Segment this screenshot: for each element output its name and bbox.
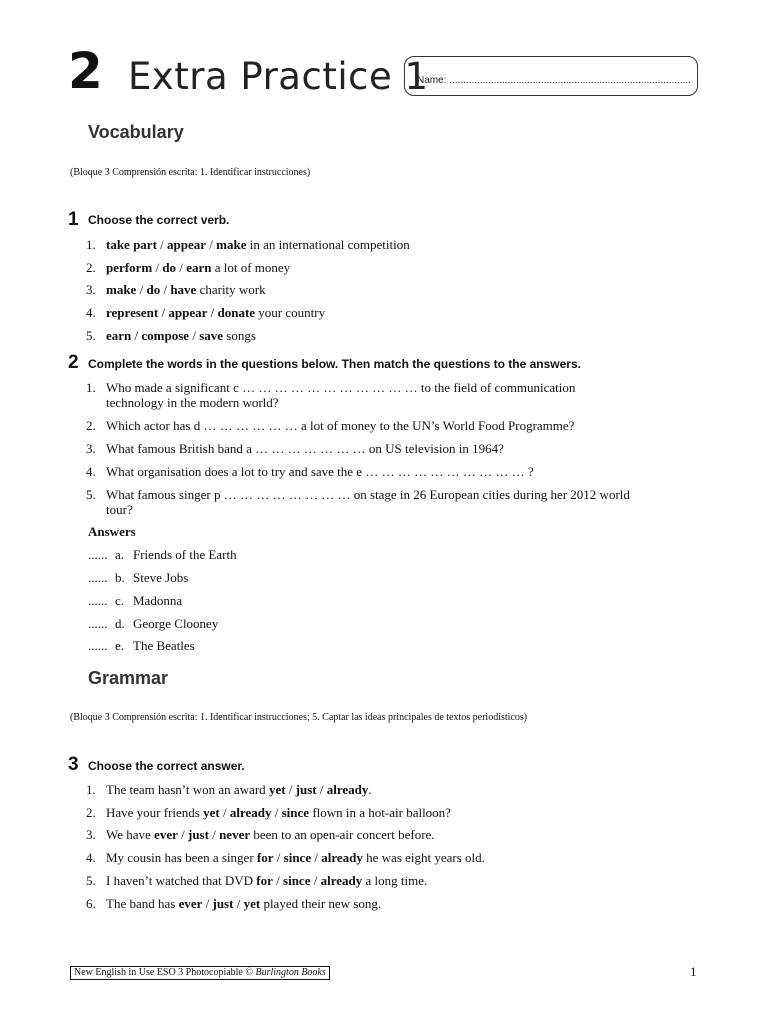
option[interactable]: just: [295, 782, 317, 797]
exercise-2-question: [86, 464, 636, 479]
item-text: The band has: [106, 896, 179, 911]
exercise-3-instruction: Choose the correct answer.: [88, 759, 245, 773]
option[interactable]: yet: [203, 805, 220, 820]
answer-text: Friends of the Earth: [133, 547, 237, 562]
option[interactable]: appear: [167, 237, 207, 252]
item-text: a lot of money: [211, 260, 291, 275]
separator: /: [177, 827, 188, 842]
separator: /: [160, 282, 171, 297]
item-number: 4.: [86, 305, 96, 320]
answer-text: Madonna: [133, 593, 183, 608]
separator: /: [131, 328, 142, 343]
exercise-3-item: [86, 827, 636, 842]
question-text: What famous singer p … … … … … … … … on stage in 26 European cities during her 2012 world tour?: [106, 487, 630, 517]
question-text: What organisation does a lot to try and save the e … … … … … … … … … … ?: [106, 464, 534, 479]
option[interactable]: take part: [106, 237, 157, 252]
answer-text: The Beatles: [133, 638, 195, 653]
option[interactable]: for: [256, 873, 273, 888]
item-number: 4.: [86, 464, 96, 479]
question-text: What famous British band a … … … … … … … on US television in 1964?: [106, 441, 504, 456]
exercise-2-question: [86, 418, 636, 433]
answers-heading: Answers: [88, 524, 136, 539]
option[interactable]: already: [229, 805, 272, 820]
question-text: Who made a significant c … … … … … … … … … … … to the field of communication technology in the modern world?: [106, 380, 576, 410]
exercise-1-number: 1: [68, 209, 79, 230]
page-title: Extra Practice 1: [128, 55, 429, 98]
option[interactable]: appear: [168, 305, 208, 320]
option[interactable]: yet: [243, 896, 261, 911]
answer-letter: c.: [115, 593, 125, 608]
item-number: 2.: [86, 805, 96, 820]
answer-blank[interactable]: ......: [88, 570, 108, 585]
answer-row: [88, 570, 188, 585]
answer-letter: a.: [115, 547, 125, 562]
item-number: 3.: [86, 441, 96, 456]
item-number: 5.: [86, 873, 96, 888]
unit-number: 2: [68, 42, 103, 100]
option[interactable]: save: [199, 328, 224, 343]
exercise-1-item: [86, 282, 636, 297]
option[interactable]: for: [256, 850, 274, 865]
separator: /: [158, 305, 169, 320]
option[interactable]: never: [219, 827, 251, 842]
option[interactable]: ever: [154, 827, 178, 842]
answer-blank[interactable]: ......: [88, 547, 108, 562]
separator: /: [156, 237, 168, 252]
item-text: I haven’t watched that DVD: [106, 873, 257, 888]
answer-row: [88, 593, 182, 608]
grammar-heading: Grammar: [88, 668, 169, 688]
item-number: 6.: [86, 896, 96, 911]
option[interactable]: make: [216, 237, 247, 252]
option[interactable]: donate: [217, 305, 256, 320]
footer-text: New English in Use ESO 3 Photocopiable ©: [74, 967, 256, 978]
separator: /: [233, 896, 244, 911]
grammar-bloque-note: (Bloque 3 Comprensión escrita: 1. Identificar instrucciones; 5. Captar las ideas principales de textos periodísticos): [70, 712, 528, 723]
item-number: 4.: [86, 850, 96, 865]
item-number: 1.: [86, 380, 96, 395]
option[interactable]: have: [170, 282, 197, 297]
separator: /: [152, 260, 163, 275]
item-number: 1.: [86, 782, 96, 797]
separator: /: [219, 805, 230, 820]
exercise-1-item: [86, 237, 636, 252]
answer-blank[interactable]: ......: [88, 638, 108, 653]
item-text: The team hasn’t won an award: [106, 782, 269, 797]
option[interactable]: just: [187, 827, 209, 842]
option[interactable]: since: [283, 850, 312, 865]
item-text: flown in a hot-air balloon?: [309, 805, 451, 820]
item-text: My cousin has been a singer: [106, 850, 257, 865]
answer-row: [88, 547, 237, 562]
separator: /: [285, 782, 296, 797]
item-text: a long time.: [362, 873, 428, 888]
item-text: .: [368, 782, 372, 797]
option[interactable]: make: [106, 282, 137, 297]
option[interactable]: already: [320, 873, 363, 888]
item-number: 5.: [86, 328, 96, 343]
item-text: he was eight years old.: [362, 850, 485, 865]
exercise-1-item: [86, 328, 636, 343]
exercise-1-instruction: Choose the correct verb.: [88, 213, 230, 227]
option[interactable]: since: [281, 805, 310, 820]
item-text: been to an open-air concert before.: [250, 827, 435, 842]
option[interactable]: ever: [178, 896, 203, 911]
exercise-2-question: [86, 380, 636, 410]
option[interactable]: represent: [106, 305, 159, 320]
item-text: Have your friends: [106, 805, 204, 820]
option[interactable]: already: [321, 850, 363, 865]
separator: /: [202, 896, 213, 911]
option[interactable]: yet: [268, 782, 286, 797]
footer-copyright: [70, 966, 330, 980]
exercise-2-question: [86, 441, 636, 456]
separator: /: [271, 805, 282, 820]
answer-letter: d.: [115, 616, 125, 631]
separator: /: [310, 873, 321, 888]
separator: /: [208, 827, 220, 842]
item-text: your country: [255, 305, 326, 320]
separator: /: [207, 305, 218, 320]
exercise-3-item: [86, 873, 636, 888]
item-text: charity work: [196, 282, 266, 297]
option[interactable]: perform: [106, 260, 153, 275]
separator: /: [189, 328, 200, 343]
exercise-2-instruction: Complete the words in the questions below. Then match the questions to the answers.: [88, 357, 581, 371]
separator: /: [272, 873, 284, 888]
separator: /: [176, 260, 187, 275]
name-field[interactable]: [404, 56, 698, 96]
item-number: 3.: [86, 827, 96, 842]
answer-blank[interactable]: ......: [88, 593, 108, 608]
item-text: We have: [106, 827, 155, 842]
exercise-1-item: [86, 260, 636, 275]
exercise-3-item: [86, 782, 636, 797]
vocabulary-bloque-note: (Bloque 3 Comprensión escrita: 1. Identificar instrucciones): [70, 167, 311, 178]
option[interactable]: since: [283, 873, 311, 888]
item-number: 2.: [86, 418, 96, 433]
exercise-3-number: 3: [68, 754, 79, 775]
item-number: 2.: [86, 260, 96, 275]
name-label: Name: .......................................................................................: [417, 75, 691, 86]
option[interactable]: do: [162, 260, 177, 275]
option[interactable]: already: [326, 782, 369, 797]
separator: /: [206, 237, 217, 252]
vocabulary-heading: Vocabulary: [88, 122, 184, 142]
item-number: 1.: [86, 237, 96, 252]
option[interactable]: compose: [141, 328, 190, 343]
separator: /: [316, 782, 327, 797]
exercise-1-item: [86, 305, 636, 320]
item-text: played their new song.: [260, 896, 382, 911]
answer-row: [88, 616, 218, 631]
separator: /: [273, 850, 284, 865]
answer-letter: b.: [115, 570, 125, 585]
separator: /: [136, 282, 147, 297]
option[interactable]: earn: [186, 260, 212, 275]
answer-text: George Clooney: [133, 616, 219, 631]
item-text: in an international competition: [246, 237, 410, 252]
exercise-2-number: 2: [68, 352, 79, 373]
page-number: 1: [690, 964, 697, 979]
answer-row: [88, 638, 195, 653]
exercise-3-item: [86, 896, 636, 911]
answer-blank[interactable]: ......: [88, 616, 108, 631]
option[interactable]: do: [146, 282, 161, 297]
option[interactable]: earn: [106, 328, 132, 343]
publisher-name: Burlington Books: [255, 967, 326, 978]
item-text: songs: [223, 328, 256, 343]
separator: /: [311, 850, 322, 865]
exercise-2-question: [86, 487, 636, 517]
exercise-3-item: [86, 850, 636, 865]
answer-letter: e.: [115, 638, 125, 653]
answer-text: Steve Jobs: [133, 570, 189, 585]
item-number: 5.: [86, 487, 96, 502]
option[interactable]: just: [212, 896, 234, 911]
exercise-3-item: [86, 805, 636, 820]
question-text: Which actor has d … … … … … … a lot of money to the UN’s World Food Programme?: [106, 418, 575, 433]
item-number: 3.: [86, 282, 96, 297]
